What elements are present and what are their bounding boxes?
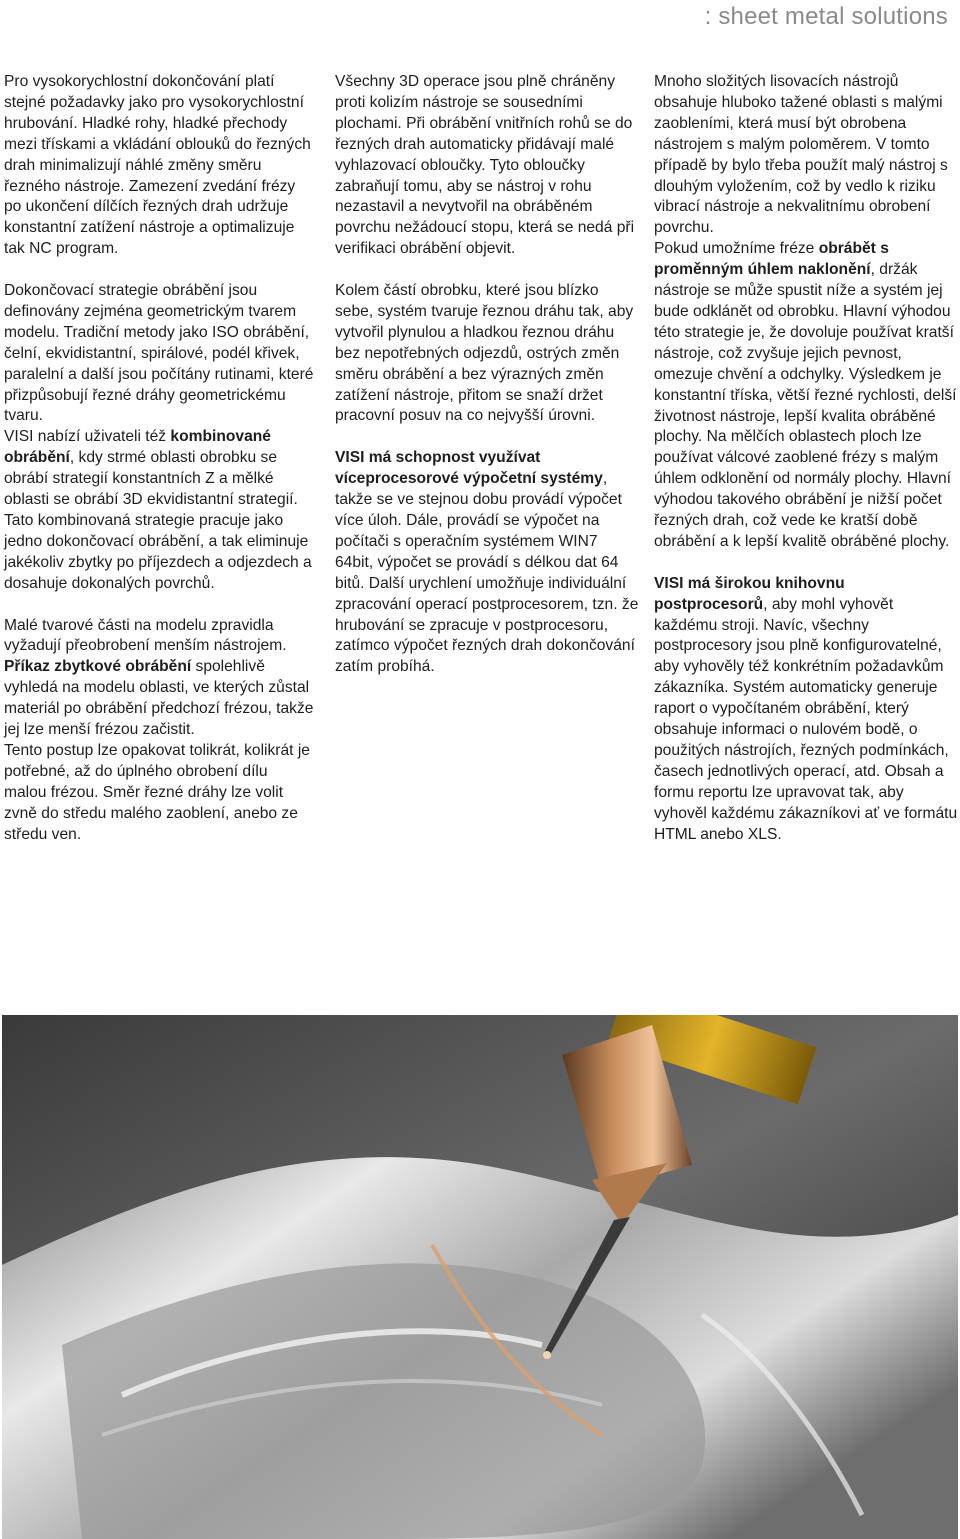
paragraph: Tento postup lze opakovat tolikrát, kolikrát je potřebné, až do úplného obrobení dílu malou frézou. Směr řezné dráhy lze volit zvně do středu malého zaoblení, anebo ze středu ven.: [4, 741, 310, 843]
paragraph: VISI má schopnost využívat víceprocesorové výpočetní systémy, takže se ve stejnou dobu provádí výpočet více úloh. Dále, provádí se výpočet na počítači s operačním systémem WIN7 64bit, výpočet se provádí s délkou dat 64 bitů. Další urychlení umožňuje individuální zpracování operací postprocesorem, tzn. že hrubování se zpracuje v postprocesoru, zatímco výpočet řezných drah dokončování zatím probíhá.: [335, 449, 639, 676]
column-1: [4, 72, 314, 846]
paragraph: VISI nabízí uživateli též kombinované obrábění, kdy strmé oblasti obrobku se obrábí strategií konstantních Z a mělké oblasti se obrábí 3D ekvidistantní strategií. Tato kombinovaná strategie pracuje jako jedno dokončovací obrábění, a tak eliminuje jakékoliv zbytky po příjezdech a odjezdech a dosahuje dokonalých povrchů.: [4, 428, 312, 592]
paragraph: Pokud umožníme fréze obrábět s proměnným úhlem naklonění, držák nástroje se může spustit níže a systém jej bude odklánět od obrobku. Hlavní výhodou této strategie je, že dovoluje používat kratší nástroje, což zvyšuje jejich pevnost, omezuje chvění a odchylky. Výsledkem je konstantní tříska, větší řezné rychlosti, delší životnost nástroje, lepší kvalita obráběné plochy. Na mělčích oblastech ploch lze používat válcové zaoblené frézy s malým úhlem odklonění od normály plochy. Hlavní výhodou takového obrábění je nižší počet řezných drah, což vede ke kratší době obrábění a k lepší kvalitě obráběné plochy.: [654, 240, 957, 550]
paragraph: Mnoho složitých lisovacích nástrojů obsahuje hluboko tažené oblasti s malými zaobleními, která musí být obrobena nástrojem s malým poloměrem. V tomto případě by bylo třeba použít malý nástroj s dlouhým vyložením, což by vedlo k riziku vibrací nástroje a nekvalitnímu obrobení povrchu.: [654, 73, 948, 237]
paragraph: Kolem částí obrobku, které jsou blízko sebe, systém tvaruje řeznou dráhu tak, aby vytvořil plynulou a hladkou řeznou dráhu bez nepotřebných odjezdů, ostrých změn směru obrábění a bez výrazných změn zatížení nástroje, přitom se snaží držet pracovní posuv na co nejvyšší úrovni.: [335, 282, 634, 425]
header-title: : sheet metal solutions: [704, 3, 948, 30]
paragraph: Příkaz zbytkové obrábění spolehlivě vyhledá na modelu oblasti, ve kterých zůstal materiál po obrábění předchozí frézou, takže jej lze menší frézou začistit.: [4, 658, 314, 739]
paragraph: Všechny 3D operace jsou plně chráněny proti kolizím nástroje se sousedními plochami. Při obrábění vnitřních rohů se do řezných drah automaticky přidávají malé vyhlazovací obloučky. Tyto obloučky zabraňují tomu, aby se nástroj v rohu nezastavil a nevytvořil na obráběném povrchu nežádoucí stopu, která se nedá při verifikaci obrábění objevit.: [335, 73, 635, 258]
column-3: [654, 72, 959, 846]
paragraph: Dokončovací strategie obrábění jsou definovány zejména geometrickým tvarem modelu. Tradiční metody jako ISO obrábění, čelní, ekvidistantní, spirálové, podél křivek, paralelní a další jsou počítány rutinami, které přizpůsobují řezné dráhy geometrickému tvaru.: [4, 282, 314, 425]
paragraph: VISI má širokou knihovnu postprocesorů, aby mohl vyhovět každému stroji. Navíc, všechny postprocesory jsou plně konfigurovatelné, aby vyhověly též konkrétním požadavkům zákazníka. Systém automaticky generuje raport o vypočítaném obrábění, který obsahuje informaci o nulovém bodě, o použitých nástrojích, řezných podmínkách, časech jednotlivých operací, atd. Obsah a formu reportu lze upravovat tak, aby vyhověl každému zákazníkovi ať ve formátu HTML anebo XLS.: [654, 574, 958, 843]
machining-photo: [2, 1015, 958, 1539]
paragraph: Malé tvarové části na modelu zpravidla vyžadují přeobrobení menším nástrojem.: [4, 616, 287, 655]
column-2: [335, 72, 640, 678]
paragraph: Pro vysokorychlostní dokončování platí stejné požadavky jako pro vysokorychlostní hrubování. Hladké rohy, hladké přechody mezi třískami a vkládání oblouků do řezných drah minimalizují náhlé změny směru řezného nástroje. Zamezení zvedání frézy po ukončení dílčích řezných drah udržuje konstantní zatížení nástroje a optimalizuje tak NC program.: [4, 73, 311, 258]
